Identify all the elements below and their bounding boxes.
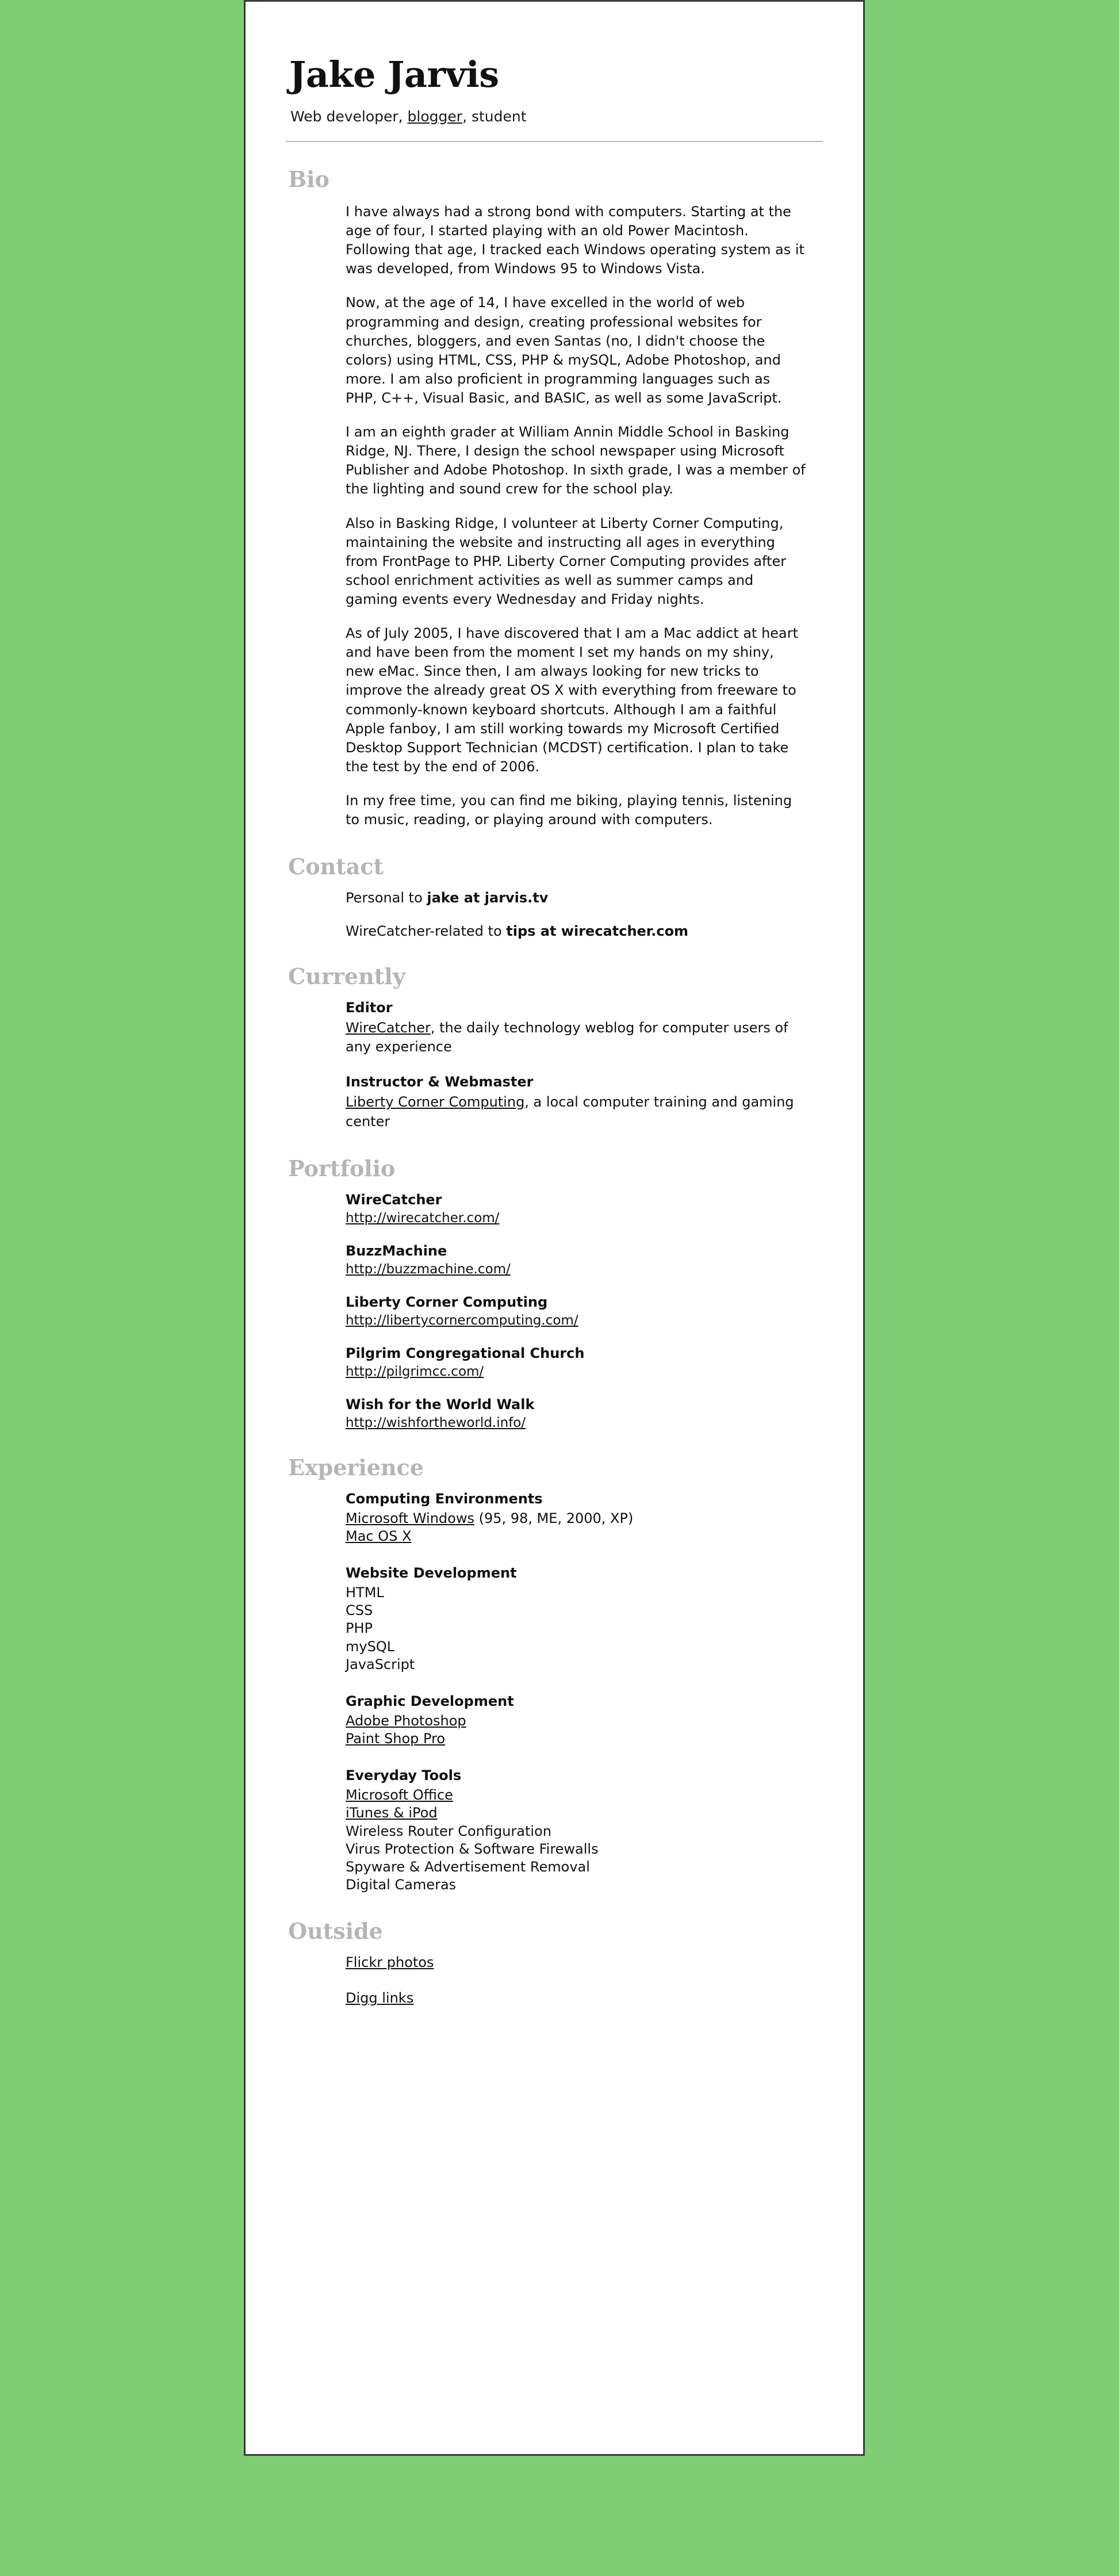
bio-paragraph: Now, at the age of 14, I have excelled in the world of web programming and design, creating professional websites for churches, bloggers, and even Santas (no, I didn't choose the colors) using HTML, CSS, PHP & mySQL, Adobe Photoshop, and more. I am also proficient in programming languages such as PHP, C++, Visual Basic, and BASIC, as well as some JavaScript. — [346, 294, 782, 406]
entry-title: WireCatcher — [346, 1191, 442, 1208]
experience-block — [346, 1565, 806, 1674]
entry-description-text: , a local computer training and gaming center — [346, 1094, 794, 1130]
entry-title: Editor — [346, 1000, 393, 1016]
flickr-photos-link[interactable]: Flickr photos — [346, 1954, 434, 1971]
skill-item — [346, 1510, 806, 1528]
entry-title: Instructor & Webmaster — [346, 1074, 534, 1090]
liberty-corner-computing-link[interactable]: Liberty Corner Computing — [346, 1094, 525, 1111]
page-title: Jake Jarvis — [289, 53, 499, 95]
currently-entry — [346, 1000, 806, 1057]
skill-item: HTML — [346, 1584, 384, 1601]
wirecatcher-link[interactable]: WireCatcher — [346, 1020, 431, 1036]
contact-value: tips at wirecatcher.com — [506, 923, 689, 940]
bio-paragraph: As of July 2005, I have discovered that I am a Mac addict at heart and have been from the moment I set my hands on my shiny, new eMac. Since then, I am always looking for new tricks to improve the already great OS X with everything from freeware to commonly-known keyboard shortcuts. Although I am a faithful Apple fanboy, I am still working towards my Microsoft Certified Desktop Support Technician (MCDST) certification. I plan to take the test by the end of 2006. — [346, 625, 799, 775]
contact-label: Personal to — [346, 890, 427, 906]
outside-body — [286, 1954, 823, 2006]
skill-item: Wireless Router Configuration — [346, 1823, 551, 1839]
portfolio-body — [286, 1192, 823, 1430]
resume-page — [244, 0, 865, 2456]
tagline — [286, 108, 823, 125]
skill-item: Digital Cameras — [346, 1877, 457, 1893]
entry-description — [346, 1019, 806, 1057]
contact-item — [346, 890, 806, 906]
skill-item: mySQL — [346, 1638, 395, 1655]
itunes-ipod-link[interactable]: iTunes & iPod — [346, 1805, 438, 1821]
contact-item — [346, 923, 806, 939]
section-heading-currently: Currently — [288, 963, 405, 990]
bio-paragraph: Also in Basking Ridge, I volunteer at Liberty Corner Computing, maintaining the website and instructing all ages in everything from FrontPage to PHP. Liberty Corner Computing provides after school enrichment activities as well as summer camps and gaming events every Wednesday and Friday nights. — [346, 515, 787, 607]
experience-block — [346, 1693, 806, 1748]
entry-title: BuzzMachine — [346, 1242, 447, 1259]
portfolio-url-link[interactable]: http://pilgrimcc.com/ — [346, 1364, 484, 1379]
skill-item: PHP — [346, 1620, 373, 1637]
digg-links-link[interactable]: Digg links — [346, 1990, 414, 2007]
skill-item: Virus Protection & Software Firewalls — [346, 1840, 599, 1857]
bio-body — [286, 202, 823, 829]
experience-block — [346, 1491, 806, 1545]
portfolio-url-link[interactable]: http://wishfortheworld.info/ — [346, 1415, 526, 1430]
section-heading-bio: Bio — [288, 166, 329, 192]
contact-value: jake at jarvis.tv — [427, 890, 549, 906]
bio-paragraph: I have always had a strong bond with computers. Starting at the age of four, I started playing with an old Power Macintosh. Following that age, I tracked each Windows operating system as it was developed, from Windows 95 to Windows Vista. — [346, 204, 804, 277]
skill-item: JavaScript — [346, 1656, 415, 1672]
section-heading-contact: Contact — [288, 853, 384, 880]
portfolio-entry — [346, 1243, 806, 1277]
microsoft-windows-link[interactable]: Microsoft Windows — [346, 1510, 474, 1526]
adobe-photoshop-link[interactable]: Adobe Photoshop — [346, 1712, 466, 1729]
mac-os-x-link[interactable]: Mac OS X — [346, 1528, 412, 1544]
portfolio-url-link[interactable]: http://buzzmachine.com/ — [346, 1261, 511, 1277]
experience-body — [286, 1491, 823, 1894]
skill-item: Spyware & Advertisement Removal — [346, 1859, 590, 1875]
entry-title: Graphic Development — [346, 1693, 514, 1709]
blogger-link[interactable]: blogger — [407, 108, 463, 125]
portfolio-entry — [346, 1294, 806, 1328]
contact-body — [286, 890, 823, 939]
portfolio-url-link[interactable]: http://libertycornercomputing.com/ — [346, 1312, 578, 1328]
currently-body — [286, 1000, 823, 1131]
experience-block — [346, 1767, 806, 1894]
paint-shop-pro-link[interactable]: Paint Shop Pro — [346, 1731, 446, 1747]
skill-item — [346, 1786, 806, 1804]
entry-description-text: , the daily technology weblog for computer users of any experience — [346, 1020, 788, 1055]
entry-title: Liberty Corner Computing — [346, 1293, 548, 1310]
skill-item — [346, 1804, 806, 1822]
entry-title: Website Development — [346, 1564, 517, 1581]
skill-item: CSS — [346, 1602, 373, 1619]
entry-description — [346, 1093, 806, 1131]
currently-entry — [346, 1074, 806, 1131]
bio-paragraph: I am an eighth grader at William Annin Middle School in Basking Ridge, NJ. There, I design the school newspaper using Microsoft Publisher and Adobe Photoshop. In sixth grade, I was a member of the lighting and sound crew for the school play. — [346, 424, 806, 497]
portfolio-entry — [346, 1345, 806, 1379]
entry-title: Wish for the World Walk — [346, 1396, 535, 1413]
section-heading-experience: Experience — [288, 1454, 424, 1480]
microsoft-office-link[interactable]: Microsoft Office — [346, 1787, 453, 1804]
entry-title: Computing Environments — [346, 1490, 543, 1507]
section-heading-portfolio: Portfolio — [288, 1155, 396, 1181]
portfolio-entry — [346, 1396, 806, 1430]
entry-title: Everyday Tools — [346, 1767, 462, 1784]
portfolio-entry — [346, 1192, 806, 1226]
skill-item — [346, 1712, 806, 1730]
entry-title: Pilgrim Congregational Church — [346, 1345, 585, 1361]
tagline-prefix: Web developer, — [290, 108, 408, 125]
skill-item — [346, 1528, 806, 1545]
header-divider — [286, 141, 823, 142]
skill-suffix: (95, 98, ME, 2000, XP) — [474, 1510, 634, 1526]
bio-paragraph: In my free time, you can find me biking, playing tennis, listening to music, reading, or playing around with computers. — [346, 792, 792, 828]
contact-label: WireCatcher-related to — [346, 923, 507, 940]
tagline-suffix: , student — [462, 108, 527, 125]
skill-item — [346, 1730, 806, 1748]
portfolio-url-link[interactable]: http://wirecatcher.com/ — [346, 1210, 500, 1226]
section-heading-outside: Outside — [288, 1918, 383, 1945]
